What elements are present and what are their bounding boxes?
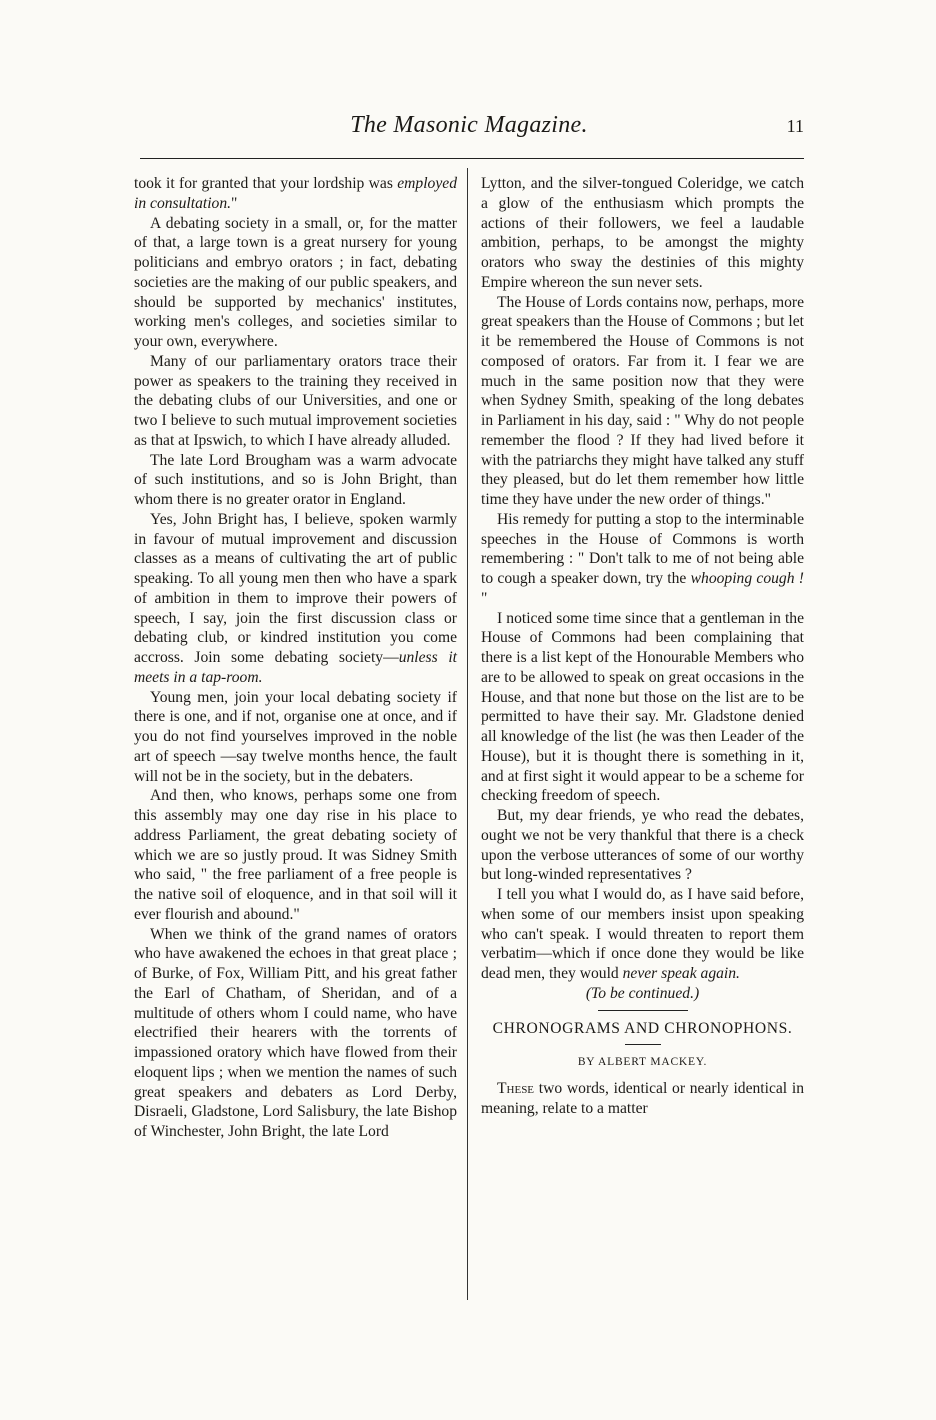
left-column <box>134 174 457 1142</box>
paragraph: Young men, join your local debating society if there is one, and if not, organise one at once, and if you do not find yourselves improved in the noble art of speech —say twelve months hence, the fault will not be in the society, but in the debaters. <box>134 688 457 785</box>
paragraph: I noticed some time since that a gentleman in the House of Commons had been complaining that there is a list kept of the Honourable Members who are to be allowed to speak on great occasions in the House, and that none but those on the list are to be permitted to have their say. Mr. Gladstone denied all knowledge of the list (he was then Leader of the House), but it is thought there is something in it, and at first sight it would appear to be a scheme for checking freedom of speech. <box>481 609 804 805</box>
page-header <box>134 112 804 146</box>
text-run: Yes, John Bright has, I believe, spoken warmly in favour of mutual improvement and discussion classes as a means of cultivating the art of public speaking. To all young men then who have a spark of ambition in them to improve their powers of speech, I say, join the first discussion class or debating club, or kindred institution you come accross. Join some debating society— <box>134 510 457 666</box>
text-run: " <box>481 589 488 607</box>
text-run: two words, identical or nearly identical in meaning, relate to a matter <box>481 1080 804 1117</box>
paragraph <box>481 1079 804 1119</box>
paragraph <box>481 510 804 609</box>
to-be-continued: (To be continued.) <box>585 984 700 1002</box>
paragraph: And then, who knows, perhaps some one from this assembly may one day rise in his place to address Parliament, the great debating society of which we are so justly proud. It was Sidney Smith who said, " the free parliament of a free people is the native soil of eloquence, and in that soil will it ever flourish and abound." <box>134 787 457 923</box>
italic-text: never speak again. <box>622 965 740 982</box>
text-run: " <box>231 194 238 212</box>
paragraph: But, my dear friends, ye who read the debates, ought we not be very thankful that there is a check upon the verbose utterances of some of our worthy but long-winded representatives ? <box>481 807 804 884</box>
paragraph: Many of our parliamentary orators trace their power as speakers to the training they received in the debating clubs of our Universities, and one or two I believe to such mutual improvement societies as that at Ipswich, to which I have already alluded. <box>134 352 457 449</box>
text-run: I tell you what I would do, as I have said before, when some of our members insist upon speaking who can't speak. I would threaten to report them verbatim—which if once done they would be like dead men, they would <box>481 886 804 982</box>
column-divider <box>467 168 468 1300</box>
text-run: His remedy for putting a stop to the interminable speeches in the House of Commons is worth remembering : " Don't talk to me of not being able to cough a speaker down, try the <box>481 510 804 587</box>
italic-text: unless it meets in a tap-room. <box>134 649 457 686</box>
title-rule <box>625 1044 661 1045</box>
paragraph: The House of Lords contains now, perhaps, more great speakers than the House of Commons ; but let it be remembered the House of Commons is not composed of orators. Far from it. I fear we are much in the same position now that they were when Sydney Smith, speaking of the long debates in Parliament in his day, said : " Why do not people remember the flood ? If they had lived before it with the patriarchs they might have talked any stuff they pleased, but do let them remember how little time they have under the new order of things." <box>481 293 804 508</box>
header-rule <box>140 158 804 159</box>
paragraph <box>134 174 457 214</box>
lead-word: These <box>497 1080 535 1097</box>
section-rule <box>598 1010 688 1011</box>
paragraph <box>481 885 804 984</box>
running-title: The Masonic Magazine. <box>350 112 588 138</box>
text-run: took it for granted that your lordship was <box>134 175 398 192</box>
italic-text: employed in consultation. <box>134 175 457 212</box>
paragraph <box>134 510 457 688</box>
paragraph: Lytton, and the silver-tongued Coleridge, we catch a glow of the enthusiasm which prompts the actions of their followers, we feel a laudable ambition, perhaps, to be amongst the mighty orators who sway the destinies of this mighty Empire whereon the sun never sets. <box>481 175 804 291</box>
paragraph: A debating society in a small, or, for the matter of that, a large town is a great nursery for young politicians and embryo orators ; in fact, debating societies are the making of our public speakers, and should be supported by mechanics' institutes, working men's colleges, and societies similar to your own, everywhere. <box>134 214 457 350</box>
right-column <box>481 174 804 1119</box>
page-number: 11 <box>786 116 804 136</box>
italic-text: whooping cough ! <box>690 570 804 587</box>
paragraph: When we think of the grand names of orators who have awakened the echoes in that great place ; of Burke, of Fox, William Pitt, and his great father the Earl of Chatham, of Sheridan, and of a multitude of others whom I could name, who have electrified their hearers with the torrents of impassioned oratory which have flowed from their eloquent lips ; when we mention the names of such great speakers and debaters as Lord Derby, Disraeli, Gladstone, Lord Salisbury, the late Bishop of Winchester, John Bright, the late Lord <box>134 925 457 1140</box>
section-title: CHRONOGRAMS AND CHRONOPHONS. <box>492 1019 793 1037</box>
byline: BY ALBERT MACKEY. <box>577 1056 708 1069</box>
paragraph: The late Lord Brougham was a warm advocate of such institutions, and so is John Bright, than whom there is no greater orator in England. <box>134 451 457 508</box>
